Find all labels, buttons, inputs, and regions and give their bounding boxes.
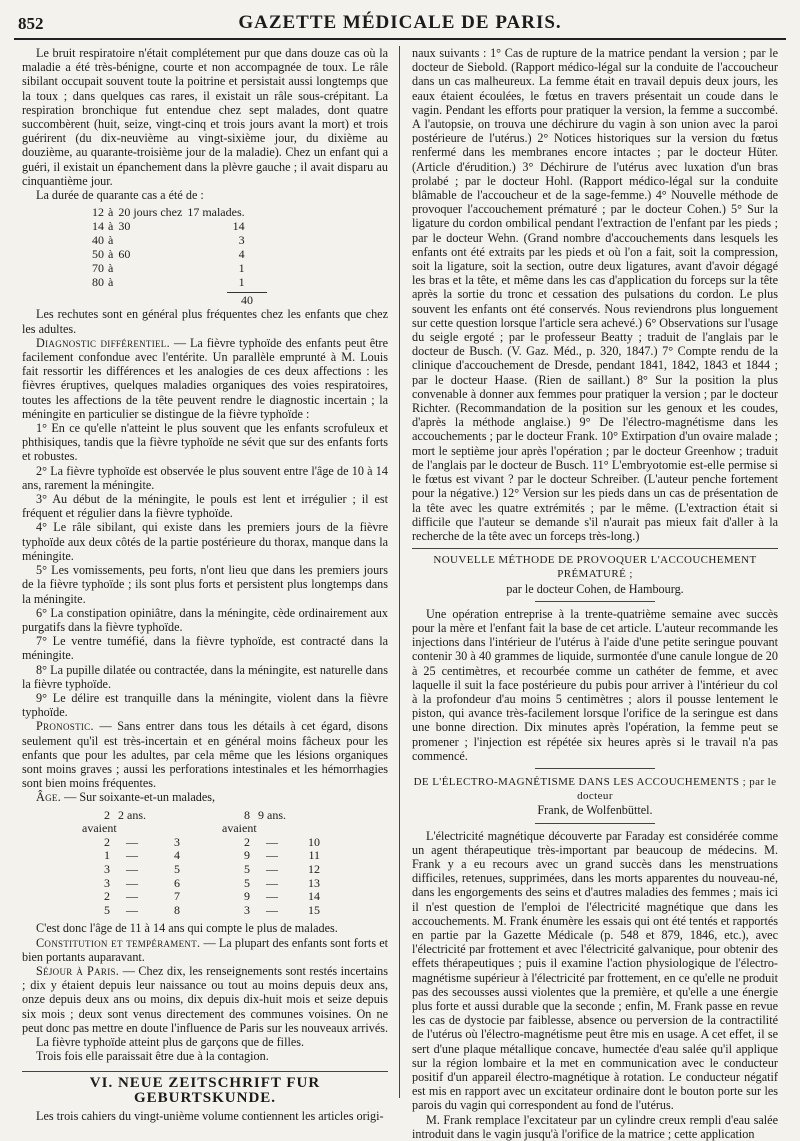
duration-count: 17 malades. — [187, 205, 245, 220]
duration-count: 1 — [238, 275, 245, 290]
duration-to — [118, 261, 187, 275]
duration-table — [92, 205, 249, 289]
age-dash: — — [126, 861, 138, 876]
diagnosis-item: 8° La pupille dilatée ou contractée, dans la méningite, est naturelle dans la fièvre typhoïde. — [22, 662, 388, 691]
age-years: 4 — [174, 848, 180, 863]
age-count: 9 — [244, 848, 250, 863]
duration-row — [92, 205, 249, 219]
age-dash: — — [126, 902, 138, 917]
paragraph-relapses: Les rechutes sont en général plus fréquentes chez les enfants que chez les adultes. — [22, 307, 388, 336]
article-frank-title: DE L'ÉLECTRO-MAGNÉTISME DANS LES ACCOUCHEMENTS ; par le docteur — [413, 775, 777, 803]
article-frank-body-1: L'électricité magnétique découverte par Faraday est considérée comme un agent thérapeutique très-important par beaucoup de médecins. M. Frank y a eu recours avec un grand succès dans les menstruations difficiles, retenues, supprimées, dans les morts apparentes du nouveau-né, dans les engorgements des seins et d'autres maladies des femmes ; mais ici il n'est question de l'emploi de l'électricité magnétique que dans les accouchements. M. Frank énumère les essais qui ont été tentés et rapportés en partie par la Gazette Médicale (p. 548 et 879, 1846, etc.), avec l'électricité par frottement et avec l'électricité galvanique, pour obtenir des effets thérapeutiques ; puis il examine l'action physiologique de l'électro-magnétisme supérieur à l'électricité par frottement, en ce qu'elle ne produit pas des secousses aussi violentes que la première, et qu'elle a une énergie plus forte et aussi durable que la seconde ; enfin, M. Frank passe en revue les cas de dystocie par faiblesse, absence ou perversion de la contractilité de l'utérus où l'électro-magnétisme peut être mis en usage. A cet effet, il se sert d'une plaque métallique concave, humectée d'eau salée qu'il applique sur la région lombaire et la met en communication avec le conducteur positif d'un appareil électro-magnétique à rotation. Le conducteur négatif est mis en rapport avec un excitateur ordinaire dont le bouton porte sur les parois du vagin qui correspondent au fond de l'utérus. — [412, 828, 778, 1113]
page-number: 852 — [18, 14, 44, 33]
duration-sep: à — [108, 247, 114, 262]
age-count: 5 — [104, 902, 110, 917]
age-conclusion: C'est donc l'âge de 11 à 14 ans qui compte le plus de malades. — [36, 921, 338, 936]
diagnosis-list — [22, 421, 388, 719]
duration-sep: à — [108, 261, 114, 276]
prognosis-text: — Sans entrer dans tous les détails à cet égard, disons seulement qu'il est très-incertain et en général moins fâcheux pour les enfants que pour les adultes, par cela même que les lésions organiques sont moins graves ; aussi les perforations intestinales et les hémorrhagies sont bien moins fréquentes. — [22, 719, 389, 791]
article-cohen-author: par le docteur Cohen, de Hambourg. — [506, 581, 684, 596]
duration-sep: à — [108, 205, 114, 220]
age-dash: — — [126, 889, 138, 904]
duration-row — [92, 233, 249, 247]
age-years: 11 — [308, 848, 320, 863]
duration-to — [118, 233, 187, 247]
age-count: 5 — [244, 861, 250, 876]
article-frank-author: Frank, de Wolfenbüttel. — [537, 803, 653, 818]
age-count: 2 — [104, 834, 110, 849]
age-row — [82, 890, 222, 904]
age-row — [82, 849, 222, 863]
article-cohen-heading — [412, 548, 778, 596]
diagnosis-paragraph — [22, 336, 388, 421]
diagnosis-text: — La fièvre typhoïde des enfants peut être facilement confondue avec l'entérite. Un parallèle emprunté à M. Louis fait ressortir les différences et les analogies de ces deux affections : les fièvres éruptives, quelques maladies organiques des voies respiratoires, toutes les affections de la tête peuvent rendre le diagnostic incertain ; la méningite en particulier se distingue de la fièvre typhoïde : — [22, 335, 388, 421]
age-row — [222, 863, 362, 877]
constitution-label: Constitution et tempérament. — [36, 935, 201, 950]
duration-to: 20 jours chez — [118, 205, 183, 220]
age-head-years: 2 ans. — [118, 807, 146, 822]
article-divider — [535, 601, 655, 602]
duration-row — [92, 261, 249, 275]
age-dash: — — [266, 902, 278, 917]
diagnosis-item: 4° Le râle sibilant, qui existe dans les premiers jours de la fièvre typhoïde aux deux côtés de la partie postérieure du thorax, manque dans la méningite. — [22, 520, 388, 563]
age-years: 12 — [308, 861, 320, 876]
age-dash: — — [266, 889, 278, 904]
prognosis-paragraph — [22, 719, 388, 790]
age-years: 10 — [308, 834, 320, 849]
age-years: 5 — [174, 861, 180, 876]
sejour-paragraph — [22, 964, 388, 1035]
age-dash: — — [126, 848, 138, 863]
age-years: 8 — [174, 902, 180, 917]
age-table-right — [222, 809, 362, 918]
constitution-text: — La plupart des enfants sont forts et bien portants auparavant. — [22, 935, 388, 964]
age-row — [222, 836, 362, 850]
diagnosis-item: 9° Le délire est tranquille dans la méningite, violent dans la fièvre typhoïde. — [22, 690, 388, 720]
sejour-text: — Chez dix, les renseignements sont restés incertains ; dix y étaient depuis leur naissance ou tout au moins depuis deux ans, onze depuis deux ans ou moins, dix depuis dix-huit mois et seize depuis six mois ; deux sont venus directement des communes voisines. On ne peut donc pas mettre en doute l'influence de Paris sur les nouveaux arrivés. — [22, 963, 389, 1035]
page-header — [14, 8, 786, 40]
diagnosis-item: 3° Au début de la méningite, le pouls est lent et irrégulier ; il est fréquent et régulier dans la fièvre typhoïde. — [22, 492, 388, 521]
age-count: 9 — [244, 889, 250, 904]
age-years: 7 — [174, 889, 180, 904]
constitution-paragraph — [22, 936, 388, 964]
duration-count: 3 — [238, 233, 245, 248]
column-divider — [399, 46, 400, 1098]
age-row — [222, 904, 362, 918]
article-cohen-title: NOUVELLE MÉTHODE DE PROVOQUER L'ACCOUCHEMENT PRÉMATURÉ ; — [433, 554, 757, 581]
age-dash: — — [126, 875, 138, 890]
age-dash: — — [266, 861, 278, 876]
paragraph-respiratory: Le bruit respiratoire n'était complétement pur que dans douze cas où la maladie a été très-bénigne, courte et non accompagnée de toux. Le râle sibilant occupait souvent toute la poitrine et persistait aussi longtemps que la toux ; dans quelques cas rares, il existait un râle sous-crépitant. La respiration bronchique fut entendue chez sept malades, dont quatre succombèrent (huit, seize, vingt-cinq et trois jours avant la mort) et trois guérirent (du dix-neuvième au vingt-sixième jour, du dixième au douzième, au quarante-troisième jour de la maladie). Chez un enfant qui a guéri, il existait un épanchement dans la plèvre gauche ; il avait disparu au cinquantième jour. — [22, 46, 388, 188]
age-row — [82, 904, 222, 918]
duration-sep: à — [108, 233, 114, 248]
duration-row — [92, 219, 249, 233]
article-frank-body-2: M. Frank remplace l'excitateur par un cylindre creux rempli d'eau salée introduit dans le vagin jusqu'à l'orifice de la matrice ; cette application — [412, 1112, 778, 1141]
duration-from: 40 — [92, 233, 104, 248]
duration-from: 14 — [92, 219, 104, 234]
duration-from: 50 — [92, 247, 104, 262]
paragraph-sex: La fièvre typhoïde atteint plus de garçons que de filles. — [36, 1034, 305, 1049]
duration-from: 70 — [92, 261, 104, 276]
diagnosis-label: Diagnostic différentiel. — [36, 335, 170, 350]
age-years: 6 — [174, 875, 180, 890]
age-header — [222, 809, 362, 836]
age-head-count: 2 avaient — [82, 807, 117, 836]
age-dash: — — [266, 875, 278, 890]
age-row — [82, 863, 222, 877]
left-column — [22, 46, 389, 1123]
age-years: 15 — [308, 902, 320, 917]
age-head-count: 8 avaient — [222, 807, 257, 836]
age-dash: — — [266, 834, 278, 849]
age-text: — Sur soixante-et-un malades, — [64, 790, 216, 805]
age-years: 3 — [174, 834, 180, 849]
duration-row — [92, 275, 249, 289]
duration-count: 4 — [238, 247, 245, 262]
age-row — [222, 890, 362, 904]
age-dash: — — [266, 848, 278, 863]
paragraph-article-list: naux suivants : 1° Cas de rupture de la matrice pendant la version ; par le docteur de Siebold. (Rapport médico-légal sur la conduite de l'accoucheur dans un cas malheureux. La femme était en travail depuis deux jours, les eaux étaient écoulées, le fœtus en travers présentait un coude dans le vagin. Pendant les efforts pour pratiquer la version, la femme a succombé. A l'autopsie, on trouva une déchirure du vagin à son union avec la paroi postérieure de l'utérus.) 2° Notices historiques sur la version du fœtus renfermé dans les membranes encore intactes ; par le docteur Hüter. (Article d'érudition.) 3° Déchirure de l'utérus avec luxation d'un bras prolabé ; par le docteur Hohl. (Rapport médico-légal sur la conduite blâmable de l'accoucheur et de la sage-femme.) 4° Nouvelle méthode de provoquer l'accouchement prématuré ; par le docteur Cohen.) 5° Sur la ligature du cordon ombilical pendant l'extraction de l'enfant par les pieds ; par le docteur Wehn. (Grand nombre d'accouchements dans lesquels les enfants ont été extraits par les pieds et où l'on a fait, soit la compression, soit la ligature, soit la section, outre deux ligatures, avant d'avoir dégagé les bras et la tête, et même dans les cas d'application du forceps sur la tête après la sortie du tronc et cessation des pulsations du cordon. Le plus souvent les enfants ont été conservés. Nous reviendrons plus longuement sur cette question lorsque l'article sera achevé.) 6° Observations sur l'usage du seigle ergoté ; par le professeur Beatty ; traduit de l'anglais par le docteur de Busch. (V. Gaz. Méd., p. 320, 1847.) 7° Compte rendu de la clinique d'accouchement de Dresde, pendant 1841, 1842, 1843 et 1844 ; par le docteur Haase. (Rien de saillant.) 8° Sur la position la plus convenable à donner aux femmes pour pratiquer la version ; par le docteur Richter. (Recommandation de la position sur les genoux et les coudes, d'après la méthode anglaise.) 9° De l'électro-magnétisme dans les accouchements ; par le docteur Frank. 10° Extirpation d'un ovaire malade ; mort le septième jour après l'opération ; par le docteur Greenhow ; traduit de l'anglais par le docteur de Busch. 11° L'embryotomie est-elle permise si le fœtus est vivant ? par le docteur Schreiber. (L'auteur penche fortement pour la négative.) 12° Version sur les pieds dans un cas de présentation de la tête avec les quatre extrémités ; par le même. (L'extraction était si difficile que l'auteur se demande s'il n'aurait pas mieux fait d'aller à la recherche de la tête avec un forceps très-long.) — [412, 46, 778, 543]
duration-row — [92, 247, 249, 261]
diagnosis-item: 5° Les vomissements, peu forts, n'ont lieu que dans les premiers jours de la fièvre typhoïde ; ils sont plus forts et persistent plus longtemps dans la méningite. — [22, 563, 388, 606]
age-label: Âge. — [36, 790, 62, 805]
duration-count: 1 — [238, 261, 245, 276]
age-dash: — — [126, 834, 138, 849]
prognosis-label: Pronostic. — [36, 719, 94, 734]
age-count: 2 — [244, 834, 250, 849]
age-count: 3 — [104, 861, 110, 876]
age-count: 1 — [104, 848, 110, 863]
paragraph-contagion: Trois fois elle paraissait être due à la contagion. — [36, 1049, 269, 1064]
duration-sep: à — [108, 275, 114, 290]
duration-sep: à — [108, 219, 114, 234]
age-table — [82, 809, 388, 918]
sejour-label: Séjour à Paris. — [36, 963, 120, 978]
age-row — [222, 877, 362, 891]
duration-from: 12 — [92, 205, 104, 220]
article-cohen-body: Une opération entreprise à la trente-quatrième semaine avec succès pour la mère et l'enfant fait la base de cet article. L'auteur recommande les injections dans l'intérieur de l'utérus à l'aide d'une petite seringue pouvant contenir 30 à 40 grammes de liquide, surmontée d'une canule longue de 20 à 25 centimètres, et recourbée comme un cathéter de femme, et avec laquelle il suit la face postérieure du pubis pour arriver à l'intérieur du col à la profondeur d'au moins 5 centimètres ; alors il pousse lentement le piston, qui avance très-facilement lorsque l'orifice de la seringue est dans une bonne direction. Dix minutes après l'opération, la femme peut se promener ; l'injection est répétée six heures après si le travail n'a pas commencé. — [412, 606, 778, 763]
section-heading: VI. NEUE ZEITSCHRIFT FUR GEBURTSKUNDE. — [22, 1071, 388, 1104]
age-table-left — [82, 809, 222, 918]
article-divider — [535, 823, 655, 824]
diagnosis-item: 1° En ce qu'elle n'atteint le plus souvent que les enfants scrofuleux et phthisiques, tandis que la fièvre typhoïde ne sévit que sur des enfants forts et robustes. — [22, 421, 388, 464]
age-header — [82, 809, 222, 836]
age-count: 3 — [104, 875, 110, 890]
article-frank-heading — [412, 775, 778, 818]
age-row — [82, 836, 222, 850]
diagnosis-item: 6° La constipation opiniâtre, dans la méningite, cède ordinairement aux purgatifs dans la fièvre typhoïde. — [22, 605, 388, 634]
age-head-years: 9 ans. — [258, 807, 286, 822]
paragraph-cahiers: Les trois cahiers du vingt-unième volume contiennent les articles origi- — [36, 1108, 384, 1123]
duration-to: 30 — [118, 219, 131, 234]
duration-to — [118, 275, 187, 289]
duration-count: 14 — [232, 219, 245, 234]
age-count: 2 — [104, 889, 110, 904]
diagnosis-item: 2° La fièvre typhoïde est observée le plus souvent entre l'âge de 10 à 14 ans, rarement la méningite. — [22, 463, 388, 492]
right-column — [412, 46, 778, 1141]
age-paragraph — [22, 790, 388, 804]
age-count: 5 — [244, 875, 250, 890]
duration-intro: La durée de quarante cas a été de : — [36, 188, 204, 203]
duration-from: 80 — [92, 275, 104, 290]
duration-total: 40 — [227, 292, 267, 307]
duration-to: 60 — [118, 247, 131, 262]
age-row — [222, 849, 362, 863]
age-years: 14 — [308, 889, 320, 904]
journal-title: GAZETTE MÉDICALE DE PARIS. — [238, 12, 562, 33]
diagnosis-item: 7° Le ventre tuméfié, dans la fièvre typhoïde, est contracté dans la méningite. — [22, 634, 388, 663]
article-divider — [535, 768, 655, 769]
age-years: 13 — [308, 875, 320, 890]
age-count: 3 — [244, 902, 250, 917]
age-row — [82, 877, 222, 891]
